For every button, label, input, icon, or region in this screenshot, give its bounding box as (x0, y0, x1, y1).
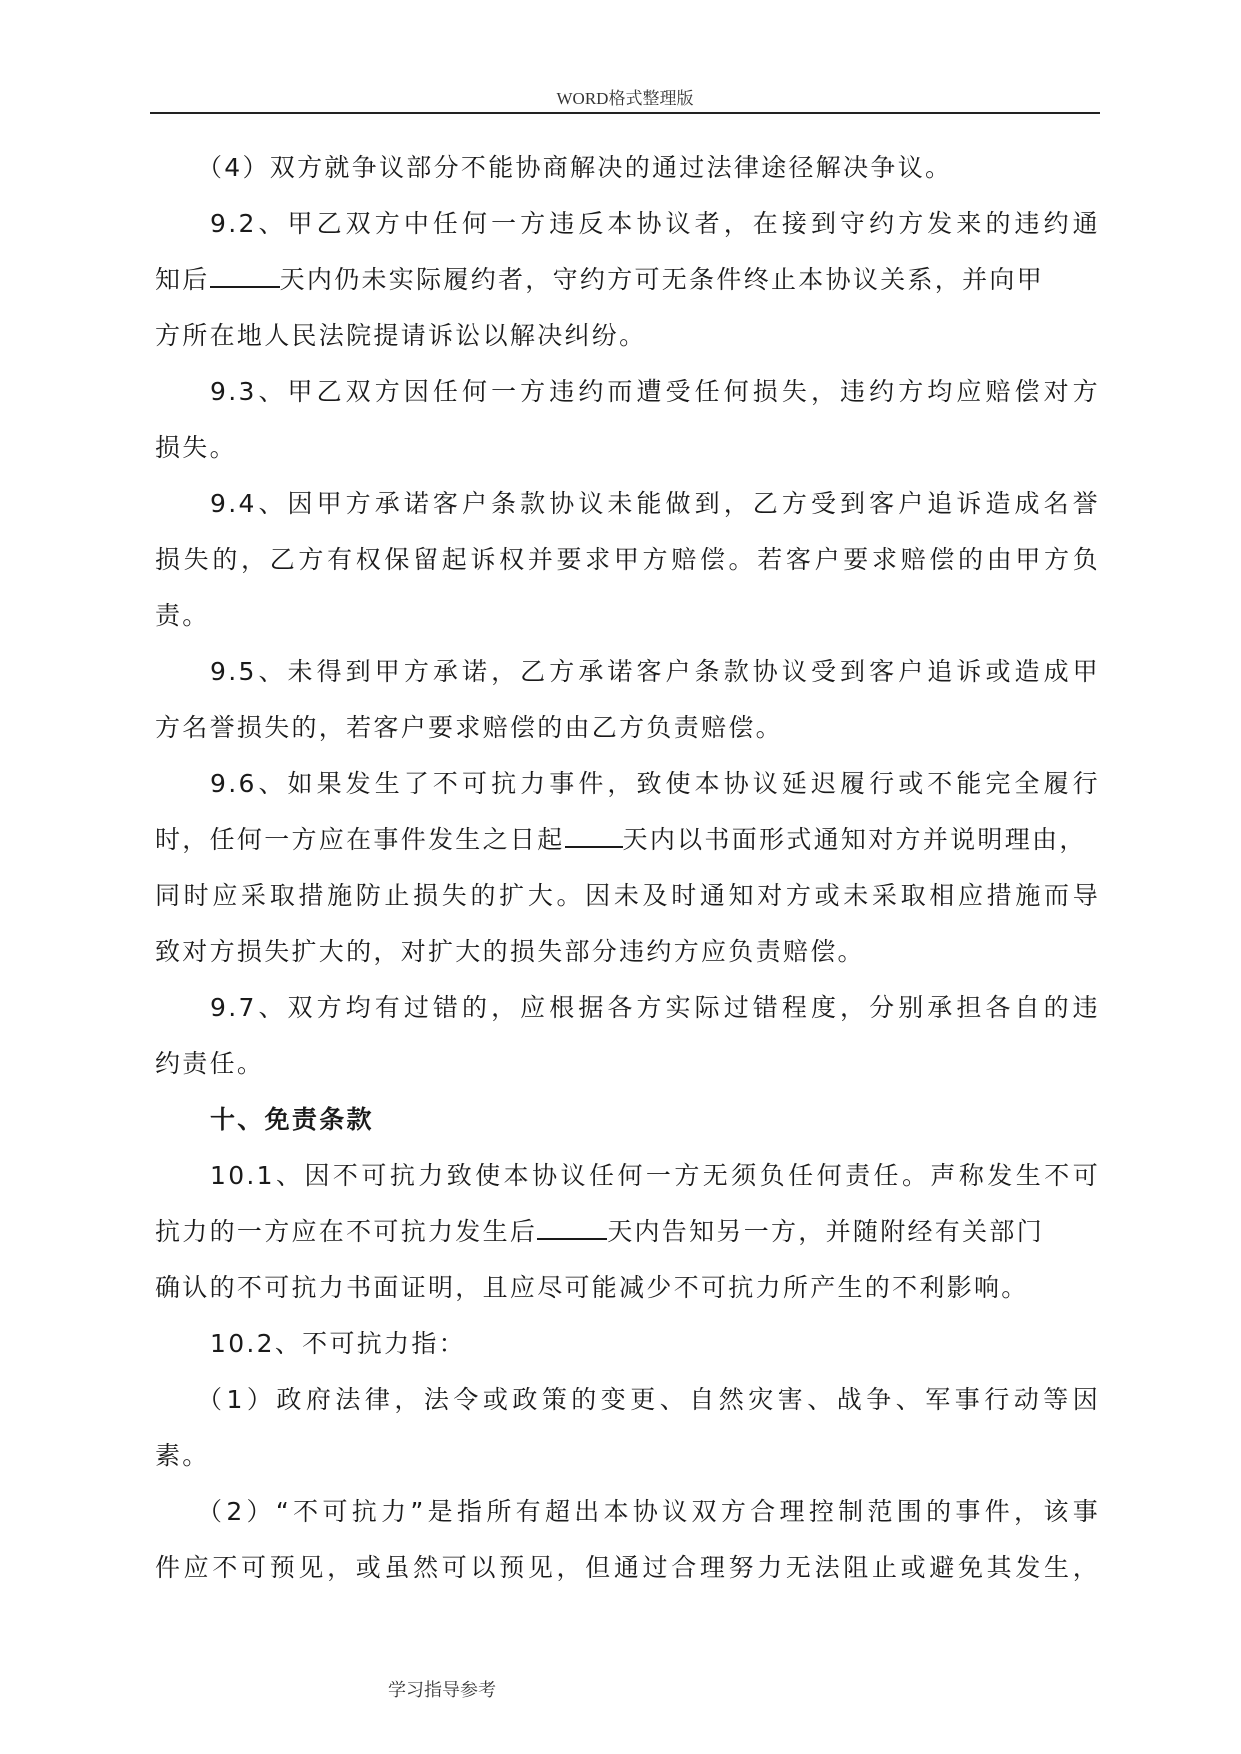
paragraph-line: 方名誉损失的，若客户要求赔偿的由乙方负责赔偿。 (155, 713, 783, 742)
paragraph-line: 9.6、如果发生了不可抗力事件，致使本协议延迟履行或不能完全履行 (210, 769, 1100, 798)
paragraph-line: 9.7、双方均有过错的，应根据各方实际过错程度，分别承担各自的违 (210, 993, 1100, 1022)
paragraph-line: 9.2、甲乙双方中任何一方违反本协议者，在接到守约方发来的违约通 (210, 209, 1100, 238)
paragraph-line: 损失的，乙方有权保留起诉权并要求甲方赔偿。若客户要求赔偿的由甲方负 (155, 545, 1100, 574)
header-divider (150, 112, 1100, 114)
paragraph-line: 9.4、因甲方承诺客户条款协议未能做到，乙方受到客户追诉造成名誉 (210, 489, 1100, 518)
page-header: WORD格式整理版 (556, 89, 694, 108)
paragraph-line: 致对方损失扩大的，对扩大的损失部分违约方应负责赔偿。 (155, 937, 865, 966)
fill-in-blank (210, 264, 280, 288)
text-segment: 知后 (155, 265, 210, 294)
paragraph-line: 10.2、不可抗力指： (210, 1329, 466, 1358)
paragraph-line: 方所在地人民法院提请诉讼以解决纠纷。 (155, 321, 647, 350)
paragraph-line: （1）政府法律，法令或政策的变更、自然灾害、战争、军事行动等因 (197, 1385, 1100, 1414)
text-segment: 天内以书面形式通知对方并说明理由， (622, 825, 1087, 854)
paragraph-line: 9.5、未得到甲方承诺，乙方承诺客户条款协议受到客户追诉或造成甲 (210, 657, 1100, 686)
paragraph-line: 同时应采取措施防止损失的扩大。因未及时通知对方或未采取相应措施而导 (155, 881, 1100, 910)
text-segment: 抗力的一方应在不可抗力发生后 (155, 1217, 538, 1246)
paragraph-line: 9.3、甲乙双方因任何一方违约而遭受任何损失，违约方均应赔偿对方 (210, 377, 1100, 406)
document-body (155, 140, 1100, 1596)
paragraph-line: 损失。 (155, 433, 237, 462)
paragraph-line (155, 1204, 1100, 1260)
paragraph-line: （4）双方就争议部分不能协商解决的通过法律途径解决争议。 (197, 153, 953, 182)
text-segment: 时，任何一方应在事件发生之日起 (155, 825, 565, 854)
page-footer: 学习指导参考 (388, 1680, 496, 1701)
text-segment: 天内告知另一方，并随附经有关部门 (607, 1217, 1045, 1246)
paragraph-line: 确认的不可抗力书面证明，且应尽可能减少不可抗力所产生的不利影响。 (155, 1273, 1029, 1302)
fill-in-blank (537, 1216, 607, 1240)
section-heading: 十、免责条款 (210, 1105, 374, 1134)
paragraph-line: （2）“不可抗力”是指所有超出本协议双方合理控制范围的事件，该事 (197, 1497, 1100, 1526)
paragraph-line (155, 812, 1100, 868)
fill-in-blank (565, 824, 623, 848)
paragraph-line: 素。 (155, 1441, 210, 1470)
paragraph-line: 责。 (155, 601, 210, 630)
paragraph-line: 件应不可预见，或虽然可以预见，但通过合理努力无法阻止或避免其发生， (155, 1553, 1100, 1582)
paragraph-line: 约责任。 (155, 1049, 265, 1078)
paragraph-line (155, 252, 1100, 308)
text-segment: 天内仍未实际履约者，守约方可无条件终止本协议关系，并向甲 (279, 265, 1045, 294)
paragraph-line: 10.1、因不可抗力致使本协议任何一方无须负任何责任。声称发生不可 (210, 1161, 1100, 1190)
